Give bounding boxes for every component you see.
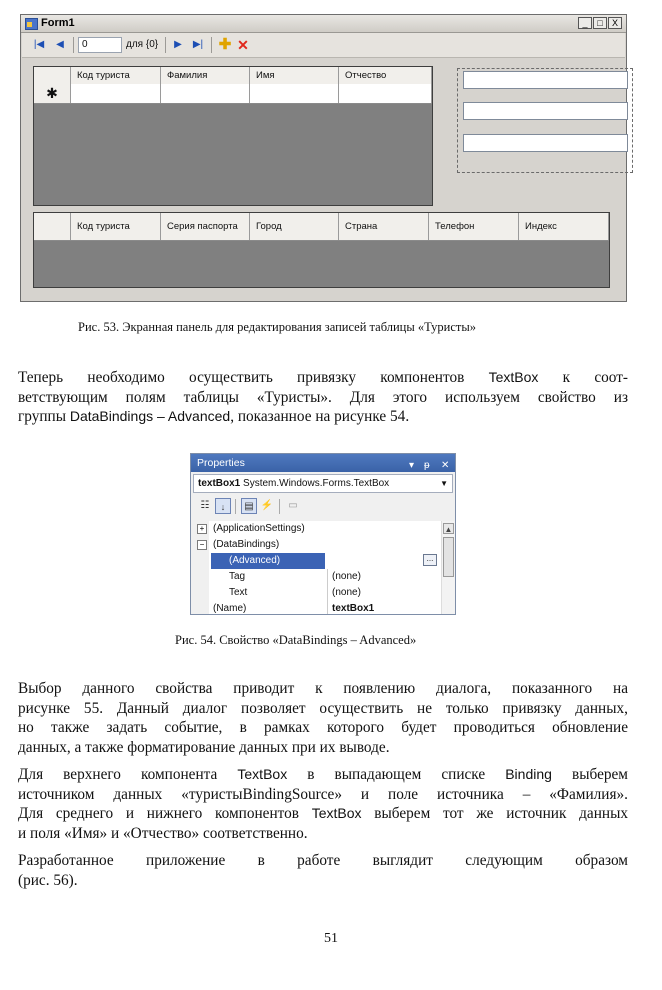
binding-navigator (22, 33, 625, 58)
window-titlebar[interactable] (21, 15, 626, 33)
figure-54-caption: Рис. 54. Свойство «DataBindings – Advanced» (175, 633, 417, 647)
column-header[interactable]: Код туриста (71, 67, 161, 84)
property-row[interactable] (193, 521, 441, 537)
grid-cell[interactable] (339, 84, 432, 103)
property-name: Tag (229, 571, 246, 582)
paragraph-2 (18, 679, 628, 757)
grid-cell[interactable] (250, 84, 339, 103)
text-line (18, 765, 628, 785)
inline-code-term: DataBindings – Advanced (69, 408, 231, 425)
text-run: Разработанное приложение в работе выглядит следующим образом (18, 852, 628, 869)
text-run: в выпадающем списке (287, 766, 506, 783)
close-icon[interactable]: ✕ (441, 460, 450, 471)
property-name: (DataBindings) (213, 539, 280, 550)
categorized-icon[interactable]: ☷ (200, 500, 210, 511)
gutter (193, 585, 209, 601)
property-pages-icon[interactable]: ▭ (288, 500, 298, 511)
move-next-icon[interactable]: ▶ (174, 39, 182, 50)
column-header[interactable]: Индекс (519, 213, 609, 240)
close-button[interactable]: X (608, 17, 622, 29)
column-header[interactable]: Имя (250, 67, 339, 84)
count-label: для {0} (126, 39, 159, 50)
property-row[interactable] (193, 601, 441, 615)
text-run: выберем тот же источник данных (361, 805, 628, 823)
property-value[interactable]: textBox1 (327, 601, 441, 615)
properties-toolbar (193, 496, 453, 518)
property-name: (Name) (213, 603, 247, 614)
row-header-corner (34, 67, 71, 84)
form1-window (20, 14, 627, 302)
property-row-selected[interactable] (193, 553, 441, 569)
page-number: 51 (324, 931, 338, 946)
text-run: группы (18, 408, 70, 426)
text-line (18, 804, 628, 824)
text-run: но также задать событие, в рамках которого будет проводиться обновление (18, 719, 628, 737)
property-row[interactable] (193, 569, 441, 585)
text-line (18, 738, 628, 758)
new-row[interactable] (34, 84, 432, 104)
toolbar-separator (73, 37, 74, 53)
tourists-grid[interactable] (33, 66, 433, 206)
text-run: Для верхнего компонента (18, 766, 238, 783)
gutter (193, 569, 209, 585)
text-line (18, 368, 628, 388)
properties-title: Properties (197, 457, 245, 469)
move-first-icon[interactable]: |◀ (33, 39, 45, 50)
add-new-icon[interactable]: ✚ (218, 36, 232, 53)
position-input[interactable]: 0 (78, 37, 122, 53)
minimize-button[interactable]: _ (578, 17, 592, 29)
grid-cell[interactable] (71, 84, 161, 103)
form-icon (25, 18, 38, 30)
chevron-down-icon[interactable]: ▼ (440, 479, 448, 488)
inline-code-term: TextBox (311, 805, 362, 822)
column-header[interactable]: Код туриста (71, 213, 161, 240)
tourists-grid-header (34, 67, 432, 85)
text-run: Теперь необходимо осуществить привязку компонентов (18, 369, 489, 386)
passport-grid[interactable] (33, 212, 610, 288)
dropdown-icon[interactable]: ▾ (409, 460, 415, 471)
text-run: источником данных «туристыBindingSource» и поле источника – «Фамилия». (18, 785, 628, 803)
text-run: рисунке 55. Данный диалог позволяет осуществить не только привязку данных, (18, 699, 628, 717)
object-type: System.Windows.Forms.TextBox (243, 478, 390, 489)
collapse-icon[interactable]: − (197, 540, 207, 550)
pin-icon[interactable]: ᵽ (424, 460, 430, 471)
properties-scrollbar[interactable] (441, 521, 455, 615)
text-run: ветствующим полям таблицы «Туристы». Для этого используем свойство из (18, 388, 628, 406)
maximize-button[interactable]: □ (593, 17, 607, 29)
scroll-thumb[interactable] (443, 537, 454, 577)
property-name: (Advanced) (211, 553, 325, 569)
inline-code-term: TextBox (237, 766, 288, 782)
text-run: Выбор данного свойства приводит к появлению диалога, показанного на (18, 680, 628, 697)
text-run: и поля «Имя» и «Отчество» соответственно. (18, 824, 308, 842)
text-run: , показанное на рисунке 54. (230, 408, 410, 426)
move-previous-icon[interactable]: ◀ (56, 39, 64, 50)
delete-icon[interactable]: ✕ (237, 37, 249, 53)
window-title: Form1 (41, 17, 75, 29)
toolbar-separator (235, 499, 236, 514)
column-header[interactable]: Город (250, 213, 339, 240)
column-header[interactable]: Фамилия (161, 67, 250, 84)
properties-icon[interactable]: ▤ (241, 498, 257, 514)
text-line (18, 718, 628, 738)
gutter (193, 601, 209, 615)
paragraph-1 (18, 368, 628, 427)
ellipsis-button[interactable]: ... (423, 554, 437, 566)
toolbar-separator (279, 499, 280, 514)
column-header[interactable]: Серия паспорта (161, 213, 250, 240)
property-value[interactable]: (none) (327, 569, 441, 585)
alphabetical-icon[interactable]: ↓ (215, 498, 231, 514)
text-run: к соот- (538, 369, 628, 386)
inline-code-term: Binding (505, 766, 552, 782)
toolbar-separator (165, 37, 166, 53)
property-name: Text (229, 587, 248, 598)
text-line (18, 407, 628, 427)
text-line (18, 388, 628, 408)
object-name: textBox1 (198, 478, 241, 489)
events-icon[interactable]: ⚡ (260, 500, 274, 511)
inline-code-term: TextBox (488, 369, 539, 385)
toolbar-separator (211, 37, 212, 53)
property-value[interactable]: (none) (327, 585, 441, 601)
properties-titlebar (191, 454, 455, 472)
expand-icon[interactable]: + (197, 524, 207, 534)
row-header-corner (34, 213, 71, 240)
scroll-up-icon[interactable]: ▲ (444, 525, 453, 534)
passport-grid-header (34, 213, 609, 241)
move-last-icon[interactable]: ▶| (192, 39, 204, 50)
new-row-marker: ✱ (34, 84, 71, 103)
text-run: выберем (551, 766, 628, 783)
property-row[interactable] (193, 537, 441, 553)
column-header[interactable]: Отчество (339, 67, 432, 84)
property-row[interactable] (193, 585, 441, 601)
grid-cell[interactable] (161, 84, 250, 103)
text-run: Для среднего и нижнего компонентов (18, 805, 312, 823)
patronymic-textbox[interactable] (463, 134, 628, 152)
properties-panel (190, 453, 456, 615)
text-line (18, 785, 628, 805)
column-header[interactable]: Телефон (429, 213, 519, 240)
text-run: (рис. 56). (18, 871, 78, 889)
text-line (18, 851, 628, 871)
object-selector[interactable] (193, 474, 453, 493)
property-grid (193, 521, 441, 615)
name-textbox[interactable] (463, 102, 628, 120)
text-line (18, 824, 628, 844)
paragraph-4 (18, 851, 628, 890)
column-header[interactable]: Страна (339, 213, 429, 240)
text-run: данных, а также форматирование данных при их выводе. (18, 738, 390, 756)
property-name: (ApplicationSettings) (213, 523, 305, 534)
text-line (18, 871, 628, 891)
figure-53-caption: Рис. 53. Экранная панель для редактирования записей таблицы «Туристы» (78, 320, 476, 334)
text-line (18, 699, 628, 719)
text-line (18, 679, 628, 699)
surname-textbox[interactable] (463, 71, 628, 89)
paragraph-3 (18, 765, 628, 843)
gutter (193, 553, 209, 569)
